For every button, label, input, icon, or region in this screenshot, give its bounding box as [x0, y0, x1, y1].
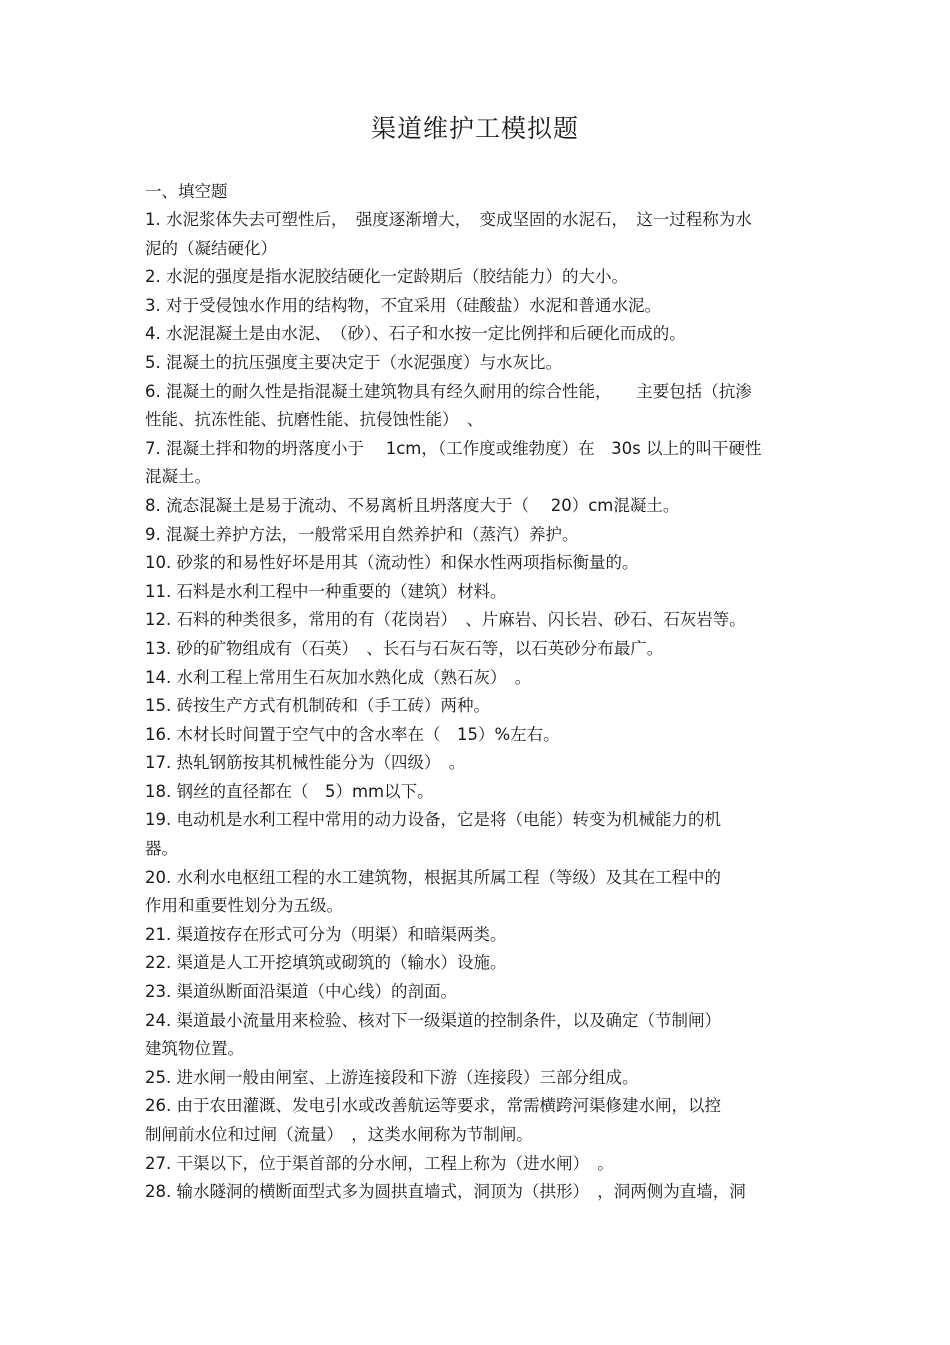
text-line: 19. 电动机是水利工程中常用的动力设备，它是将（电能）转变为机械能力的机 [145, 810, 721, 830]
text-line: 22. 渠道是人工开挖填筑或砌筑的（输水）设施。 [145, 953, 507, 973]
text-line: 8. 流态混凝土是易于流动、不易离析且坍落度大于（ 20）cm混凝土。 [145, 495, 680, 515]
text-line: 器。 [145, 839, 178, 859]
text-line: 性能、抗冻性能、抗磨性能、抗侵蚀性能） 、 [145, 410, 484, 430]
text-line: 2. 水泥的强度是指水泥胶结硬化一定龄期后（胶结能力）的大小。 [145, 267, 628, 287]
question-list [145, 206, 810, 1207]
text-line: 混凝土。 [145, 467, 211, 487]
section-heading: 一、填空题 [145, 182, 228, 201]
text-line: 24. 渠道最小流量用来检验、核对下一级渠道的控制条件，以及确定（节制闸） [145, 1010, 721, 1030]
text-line: 作用和重要性划分为五级。 [145, 896, 343, 916]
text-line: 9. 混凝土养护方法，一般常采用自然养护和（蒸汽）养护。 [145, 524, 579, 544]
text-line: 4. 水泥混凝土是由水泥、 （砂）、石子和水按一定比例拌和后硬化而成的。 [145, 324, 686, 344]
text-line: 20. 水利水电枢纽工程的水工建筑物，根据其所属工程（等级）及其在工程中的 [145, 867, 721, 887]
text-line: 建筑物位置。 [145, 1039, 244, 1059]
text-line: 13. 砂的矿物组成有（石英） 、长石与石灰石等，以石英砂分布最广。 [145, 638, 664, 658]
text-line: 14. 水利工程上常用生石灰加水熟化成（熟石灰） 。 [145, 667, 532, 687]
text-line: 26. 由于农田灌溉、发电引水或改善航运等要求，常需横跨河渠修建水闸，以控 [145, 1096, 721, 1116]
text-line: 18. 钢丝的直径都在（ 5）mm以下。 [145, 781, 434, 801]
text-line: 12. 石料的种类很多，常用的有（花岗岩） 、片麻岩、闪长岩、砂石、石灰岩等。 [145, 610, 746, 630]
text-line: 28. 输水隧洞的横断面型式多为圆拱直墙式，洞顶为（拱形） ，洞两侧为直墙，洞 [145, 1182, 746, 1202]
text-line: 3. 对于受侵蚀水作用的结构物，不宜采用（硅酸盐）水泥和普通水泥。 [145, 295, 661, 315]
text-line: 1. 水泥浆体失去可塑性后， 强度逐渐增大， 变成坚固的水泥石， 这一过程称为水 [145, 210, 752, 229]
text-line: 11. 石料是水利工程中一种重要的（建筑）材料。 [145, 581, 507, 601]
text-line: 23. 渠道纵断面沿渠道（中心线）的剖面。 [145, 982, 457, 1002]
text-line: 27. 干渠以下，位于渠首部的分水闸，工程上称为（进水闸） 。 [145, 1153, 614, 1173]
text-line: 7. 混凝土拌和物的坍落度小于 1cm，（工作度或维勃度）在 30s 以上的叫干硬性 [145, 438, 762, 458]
page-title: 渠道维护工模拟题 [370, 114, 579, 143]
text-line: 10. 砂浆的和易性好坏是用其（流动性）和保水性两项指标衡量的。 [145, 553, 639, 573]
text-line: 制闸前水位和过闸（流量） ，这类水闸称为节制闸。 [145, 1125, 533, 1144]
text-line: 25. 进水闸一般由闸室、上游连接段和下游（连接段）三部分组成。 [145, 1067, 639, 1087]
text-line: 6. 混凝土的耐久性是指混凝土建筑物具有经久耐用的综合性能， 主要包括（抗渗 [145, 381, 752, 401]
text-line: 泥的（凝结硬化） [145, 238, 277, 258]
text-line: 21. 渠道按存在形式可分为（明渠）和暗渠两类。 [145, 924, 507, 944]
text-line: 15. 砖按生产方式有机制砖和（手工砖）两种。 [145, 696, 490, 716]
text-line: 16. 木材长时间置于空气中的含水率在（ 15）%左右。 [145, 724, 560, 744]
text-line: 17. 热轧钢筋按其机械性能分为（四级） 。 [145, 753, 466, 773]
text-line: 5. 混凝土的抗压强度主要决定于（水泥强度）与水灰比。 [145, 352, 562, 372]
